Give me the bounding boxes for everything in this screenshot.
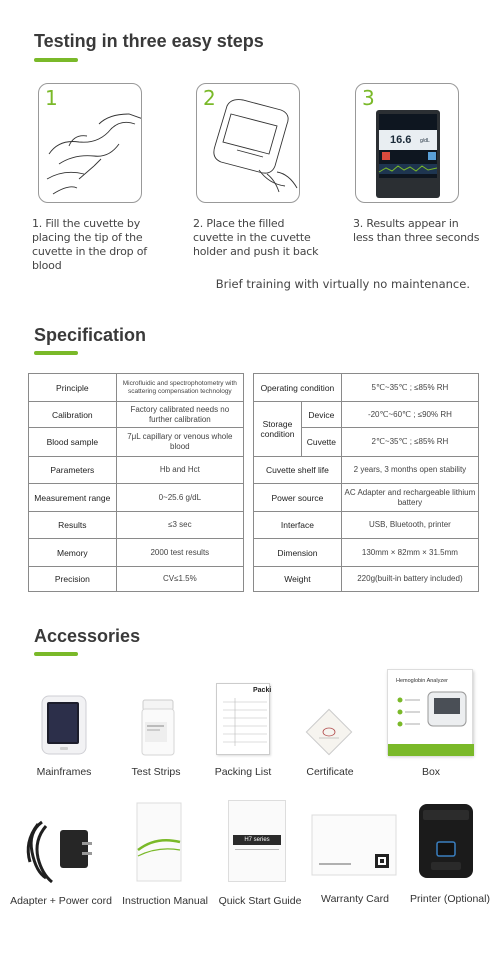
spec-value: 220g(built-in battery included) xyxy=(341,567,478,592)
quick-start-guide-image xyxy=(228,800,286,882)
spec-label: Calibration xyxy=(29,402,117,428)
step-2-card xyxy=(196,83,300,203)
warranty-card-image xyxy=(311,814,397,876)
step-number: 1 xyxy=(45,86,58,110)
accessory-label: Packing List xyxy=(214,766,272,778)
spec-table-left xyxy=(28,373,244,592)
packing-list-image xyxy=(216,683,270,755)
printer-image xyxy=(417,802,475,880)
spec-value: 7μL capillary or venous whole blood xyxy=(116,428,243,457)
spec-label: Cuvette shelf life xyxy=(254,457,342,484)
spec-value: ≤3 sec xyxy=(116,512,243,539)
spec-row xyxy=(29,402,244,428)
packing-list-heading: Packi xyxy=(253,687,272,694)
step-number: 3 xyxy=(362,86,375,110)
accessory-label: Mainframes xyxy=(36,766,92,778)
accessory-label: Instruction Manual xyxy=(122,895,208,907)
spec-row xyxy=(29,539,244,567)
accessories-section-title: Accessories xyxy=(34,626,141,646)
step-3-caption: 3. Results appear in less than three seconds xyxy=(353,217,480,244)
spec-row xyxy=(29,567,244,592)
spec-value: Hb and Hct xyxy=(116,457,243,484)
spec-label: Memory xyxy=(29,539,117,567)
spec-value: Factory calibrated needs no further calibration xyxy=(116,402,243,428)
spec-row xyxy=(254,484,479,512)
spec-sublabel: Device xyxy=(301,402,341,428)
guide-series-label: H7 series xyxy=(233,835,281,845)
spec-value: AC Adapter and rechargeable lithium battery xyxy=(341,484,478,512)
step-1-caption: 1. Fill the cuvette by placing the tip of the cuvette in the drop of blood xyxy=(32,217,147,272)
guide-rule xyxy=(235,849,279,850)
box-heading: Hemoglobin Analyzer xyxy=(396,678,448,684)
spec-value: 5℃~35℃ ; ≤85% RH xyxy=(341,374,478,402)
spec-table-right xyxy=(253,373,479,592)
spec-label: Operating condition xyxy=(254,374,342,402)
instruction-manual-image xyxy=(136,802,182,882)
spec-label: Parameters xyxy=(29,457,117,484)
step-number: 2 xyxy=(203,86,216,110)
box-artwork xyxy=(388,670,474,756)
step-2-caption: 2. Place the filled cuvette in the cuvette holder and push it back xyxy=(193,217,319,258)
spec-label: Measurement range xyxy=(29,484,117,512)
spec-row xyxy=(254,457,479,484)
accessory-label: Box xyxy=(421,766,441,778)
spec-value: USB, Bluetooth, printer xyxy=(341,512,478,539)
spec-row xyxy=(254,539,479,567)
spec-row xyxy=(29,457,244,484)
screen-hb-value: 16.6 xyxy=(390,134,412,146)
adapter-power-cord-image xyxy=(22,812,98,888)
spec-value: 130mm × 82mm × 31.5mm xyxy=(341,539,478,567)
spec-value: -20℃~60℃ ; ≤90% RH xyxy=(341,402,478,428)
test-strips-image xyxy=(138,698,178,758)
spec-value: 2 years, 3 months open stability xyxy=(341,457,478,484)
accessory-label: Certificate xyxy=(306,766,354,778)
step-1-card xyxy=(38,83,142,203)
spec-label: Blood sample xyxy=(29,428,117,457)
steps-section-title: Testing in three easy steps xyxy=(34,31,264,51)
spec-label: Results xyxy=(29,512,117,539)
accessory-label: Warranty Card xyxy=(321,893,389,905)
spec-value: Microfluidic and spectrophotometry with scattering compensation technology xyxy=(116,374,243,402)
spec-label: Precision xyxy=(29,567,117,592)
spec-label: Interface xyxy=(254,512,342,539)
spec-row xyxy=(254,402,479,428)
spec-value: 0~25.6 g/dL xyxy=(116,484,243,512)
box-image xyxy=(387,669,473,755)
accessory-label: Quick Start Guide xyxy=(218,895,302,907)
spec-sublabel: Cuvette xyxy=(301,428,341,457)
spec-row xyxy=(29,512,244,539)
spec-row xyxy=(254,512,479,539)
screen-hb-unit: g/dL xyxy=(420,138,430,144)
accessory-label: Adapter + Power cord xyxy=(10,895,112,907)
mainframe-image xyxy=(40,694,90,756)
spec-row xyxy=(254,374,479,402)
spec-value: 2000 test results xyxy=(116,539,243,567)
spec-label: Power source xyxy=(254,484,342,512)
accessories-title-underline xyxy=(34,652,78,656)
certificate-image xyxy=(303,706,355,758)
spec-value: CV≤1.5% xyxy=(116,567,243,592)
accessory-label: Test Strips xyxy=(131,766,181,778)
spec-row xyxy=(29,484,244,512)
steps-title-underline xyxy=(34,58,78,62)
spec-label: Storage condition xyxy=(254,402,302,457)
spec-label: Weight xyxy=(254,567,342,592)
spec-row xyxy=(254,567,479,592)
spec-title-underline xyxy=(34,351,78,355)
tagline: Brief training with virtually no maintenance. xyxy=(215,277,470,291)
spec-label: Principle xyxy=(29,374,117,402)
spec-value: 2℃~35℃ ; ≤85% RH xyxy=(341,428,478,457)
spec-label: Dimension xyxy=(254,539,342,567)
accessory-label: Printer (Optional) xyxy=(410,893,490,905)
spec-section-title: Specification xyxy=(34,325,147,345)
spec-row xyxy=(29,374,244,402)
packing-list-lines xyxy=(217,684,271,756)
spec-row xyxy=(29,428,244,457)
step-3-card xyxy=(355,83,459,203)
